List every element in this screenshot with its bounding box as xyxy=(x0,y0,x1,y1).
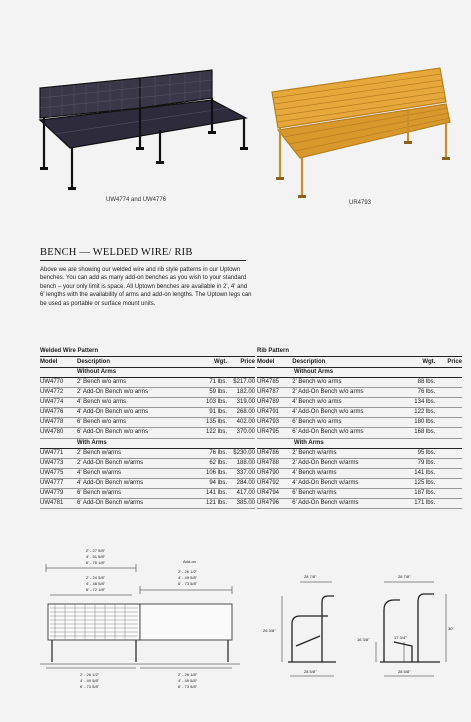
cell-model: UR4795 xyxy=(257,429,280,436)
welded-wire-bench-photo xyxy=(40,70,248,190)
dim-text: 30" xyxy=(448,626,454,631)
cell-description: 6' Bench w/arms xyxy=(77,489,122,496)
cell-weight: 168 lbs. xyxy=(414,429,436,436)
welded-without-arms-label: Without Arms xyxy=(40,368,255,378)
table-row xyxy=(40,459,255,469)
cell-description: 2' Bench w/o arms xyxy=(292,379,342,385)
table-row xyxy=(257,449,462,459)
table-row xyxy=(257,378,462,388)
cell-price: $217.00 xyxy=(233,379,255,385)
cell-weight: 62 lbs. xyxy=(209,459,227,466)
dim-text: 6' - 72 1/8" xyxy=(86,587,106,592)
dim-text: 6' - 75 1/8" xyxy=(86,560,106,565)
cell-weight: 134 lbs. xyxy=(414,399,436,406)
cell-weight: 79 lbs. xyxy=(417,459,436,466)
dim-text: 6' - 73 5/8" xyxy=(80,684,100,689)
table-row xyxy=(40,388,255,398)
rib-without-arms-rows xyxy=(257,378,462,439)
table-row xyxy=(257,418,462,428)
dim-text: 26 3/8" xyxy=(263,628,276,633)
cell-description: 2' Add-On Bench w/o arms xyxy=(292,389,364,396)
col-price: Price xyxy=(240,359,255,365)
cell-weight: 103 lbs. xyxy=(205,399,227,406)
table-row xyxy=(257,388,462,398)
cell-price: 370.00 xyxy=(236,429,255,436)
table-row xyxy=(40,489,255,499)
side-view-with-arm xyxy=(288,596,336,662)
side-view-without-arm xyxy=(380,594,440,662)
dim-text: 16 3/8" xyxy=(357,637,370,642)
left-photo-caption: UW4774 and UW4776 xyxy=(106,197,167,203)
cell-model: UW4777 xyxy=(40,479,64,486)
welded-table-title: Welded Wire Pattern xyxy=(40,348,99,354)
cell-description: 4' Bench w/arms xyxy=(77,469,122,476)
title-rule xyxy=(40,260,246,261)
cell-description: 2' Bench w/arms xyxy=(77,449,122,456)
dim-text: 2' - 26 1/2" xyxy=(178,569,198,574)
cell-model: UR4793 xyxy=(257,419,280,426)
rib-table-title: Rib Pattern xyxy=(257,348,290,354)
rib-bench-photo xyxy=(272,68,450,198)
cell-weight: 95 lbs. xyxy=(417,449,436,456)
bottom-length-dims xyxy=(80,672,198,689)
dim-text: 4' - 49 5/8" xyxy=(178,575,198,580)
col-model: Model xyxy=(257,359,275,365)
rib-without-arms-label: Without Arms xyxy=(257,368,462,378)
welded-with-arms-rows xyxy=(40,449,255,510)
cell-description: 4' Add-On Bench w/arms xyxy=(77,479,144,486)
cell-price xyxy=(435,459,462,468)
cell-weight: 122 lbs. xyxy=(205,429,227,436)
cell-price: 182.00 xyxy=(236,389,255,396)
cell-price: 188.00 xyxy=(236,459,255,466)
cell-model: UR4794 xyxy=(257,489,280,496)
cell-price: 319.00 xyxy=(236,399,255,406)
cell-price xyxy=(435,378,462,387)
welded-wire-table xyxy=(40,347,255,509)
dim-text: 28 7/8" xyxy=(304,574,317,579)
dim-text: 28 5/8" xyxy=(304,669,317,674)
col-price: Price xyxy=(447,359,463,365)
top-length-dims xyxy=(86,548,198,592)
dim-text: 4' - 51 5/8" xyxy=(86,554,106,559)
table-row xyxy=(40,398,255,408)
cell-description: 6' Add-On Bench w/o arms xyxy=(77,429,149,436)
table-row xyxy=(40,479,255,489)
cell-weight: 71 lbs. xyxy=(209,379,227,385)
cell-weight: 76 lbs. xyxy=(417,389,436,396)
cell-weight: 106 lbs. xyxy=(205,469,227,476)
cell-description: 6' Add-On Bench w/arms xyxy=(77,500,144,507)
cell-model: UW4780 xyxy=(40,429,64,436)
cell-description: 4' Bench w/arms xyxy=(292,469,337,476)
cell-model: UW4770 xyxy=(40,379,64,385)
cell-model: UR4786 xyxy=(257,449,280,456)
cell-description: 2' Add-On Bench w/o arms xyxy=(77,389,149,396)
dim-text: 2' - 24 5/8" xyxy=(86,575,106,580)
table-row xyxy=(257,499,462,509)
cell-model: UW4776 xyxy=(40,409,64,416)
table-row xyxy=(40,408,255,418)
cell-weight: 76 lbs. xyxy=(209,449,227,456)
cell-price xyxy=(435,418,462,427)
cell-weight: 59 lbs. xyxy=(209,389,227,396)
table-row xyxy=(257,428,462,438)
cell-model: UW4774 xyxy=(40,399,64,406)
cell-model: UW4772 xyxy=(40,389,64,396)
dim-text: 2' - 26 1/8" xyxy=(178,672,198,677)
cell-weight: 180 lbs. xyxy=(414,419,436,426)
dim-text: 4' - 49 5/8" xyxy=(178,678,198,683)
cell-price xyxy=(435,489,462,498)
table-row xyxy=(257,408,462,418)
cell-price xyxy=(435,479,462,488)
cell-description: 2' Add-On Bench w/arms xyxy=(292,459,359,466)
cell-model: UR4796 xyxy=(257,500,280,507)
cell-price: 284.00 xyxy=(236,479,255,486)
cell-model: UR4791 xyxy=(257,409,280,416)
col-weight: Wgt. xyxy=(422,359,436,365)
welded-with-arms-label: With Arms xyxy=(40,439,255,449)
table-row xyxy=(40,378,255,388)
welded-table-header xyxy=(40,356,255,368)
cell-price: 385.00 xyxy=(236,500,255,507)
table-row xyxy=(257,489,462,499)
cell-model: UR4789 xyxy=(257,399,280,406)
cell-weight: 141 lbs. xyxy=(205,489,227,496)
cell-weight: 187 lbs. xyxy=(414,489,436,496)
section-intro: Above we are showing our welded wire and rib style patterns in our Uptown benches. You can add as many add-on benches as you wish to your standard bench – your only limit is space. All Uptown benches are available in 2', 4' and 6' lengths with the availability of arms and add-on lengths. The Uptown legs can be used as portable or surface mount units. xyxy=(40,267,252,307)
cell-model: UW4778 xyxy=(40,419,64,426)
cell-price xyxy=(435,408,462,417)
dimension-drawings xyxy=(0,540,471,720)
cell-price: 337.00 xyxy=(236,469,255,476)
rib-with-arms-label: With Arms xyxy=(257,439,462,449)
cell-price: 417.00 xyxy=(236,489,255,496)
rib-with-arms-rows xyxy=(257,449,462,510)
col-description: Description xyxy=(77,359,111,365)
bench-photos xyxy=(0,0,471,230)
table-row xyxy=(40,469,255,479)
right-photo-caption: UR4793 xyxy=(349,200,372,206)
dim-text: 6' - 73 5/8" xyxy=(178,581,198,586)
dim-text: 4' - 49 5/8" xyxy=(80,678,100,683)
cell-description: 4' Bench w/o arms xyxy=(77,399,127,406)
cell-price xyxy=(435,449,462,458)
cell-weight: 121 lbs. xyxy=(205,500,227,507)
cell-price: $230.00 xyxy=(233,449,255,456)
addon-label: Add-on xyxy=(183,559,196,564)
cell-description: 2' Bench w/o arms xyxy=(77,379,127,385)
welded-without-arms-rows xyxy=(40,378,255,439)
cell-model: UR4790 xyxy=(257,469,280,476)
cell-description: 4' Add-On Bench w/o arms xyxy=(77,409,149,416)
cell-price xyxy=(435,398,462,407)
cell-description: 4' Add-On Bench w/arms xyxy=(292,479,359,486)
table-row xyxy=(257,469,462,479)
dim-text: 17 3/4" xyxy=(394,635,407,640)
cell-description: 6' Add-On Bench w/arms xyxy=(292,500,359,507)
table-row xyxy=(40,499,255,509)
cell-model: UW4779 xyxy=(40,489,64,496)
cell-description: 6' Bench w/o arms xyxy=(292,419,342,426)
cell-description: 6' Bench w/o arms xyxy=(77,419,127,426)
cell-weight: 88 lbs. xyxy=(417,379,436,385)
col-description: Description xyxy=(292,359,326,365)
cell-weight: 141 lbs. xyxy=(414,469,436,476)
cell-price xyxy=(435,469,462,478)
cell-weight: 122 lbs. xyxy=(414,409,436,416)
cell-model: UR4787 xyxy=(257,389,280,396)
cell-model: UR4792 xyxy=(257,479,280,486)
cell-weight: 125 lbs. xyxy=(414,479,436,486)
dim-text: 6' - 73 5/8" xyxy=(178,684,198,689)
dim-text: 28 5/8" xyxy=(398,669,411,674)
col-model: Model xyxy=(40,359,58,365)
cell-description: 6' Add-On Bench w/o arms xyxy=(292,429,364,436)
col-weight: Wgt. xyxy=(214,359,227,365)
cell-price xyxy=(435,388,462,397)
cell-model: UW4771 xyxy=(40,449,64,456)
table-row xyxy=(257,459,462,469)
cell-description: 4' Bench w/o arms xyxy=(292,399,342,406)
cell-price: 268.00 xyxy=(236,409,255,416)
cell-price: 402.00 xyxy=(236,419,255,426)
cell-model: UR4785 xyxy=(257,379,280,385)
cell-price xyxy=(435,428,462,437)
dim-text: 4' - 48 5/8" xyxy=(86,581,106,586)
cell-model: UW4773 xyxy=(40,459,64,466)
table-row xyxy=(257,479,462,489)
cell-weight: 171 lbs. xyxy=(414,500,436,507)
cell-weight: 91 lbs. xyxy=(209,409,227,416)
rib-table xyxy=(257,347,462,509)
table-row xyxy=(40,449,255,459)
cell-weight: 94 lbs. xyxy=(209,479,227,486)
dim-text: 2' - 26 1/2" xyxy=(80,672,100,677)
table-row xyxy=(257,398,462,408)
dim-text: 2' - 27 5/8" xyxy=(86,548,106,553)
section-title: BENCH — WELDED WIRE/ RIB xyxy=(40,247,193,258)
cell-price xyxy=(435,499,462,508)
table-row xyxy=(40,418,255,428)
cell-description: 4' Add-On Bench w/o arms xyxy=(292,409,364,416)
dim-text: 28 7/8" xyxy=(398,574,411,579)
cell-description: 6' Bench w/arms xyxy=(292,489,337,496)
table-row xyxy=(40,428,255,438)
cell-model: UW4781 xyxy=(40,500,64,507)
cell-weight: 135 lbs. xyxy=(205,419,227,426)
cell-model: UW4775 xyxy=(40,469,64,476)
rib-table-header xyxy=(257,356,462,368)
cell-model: UR4788 xyxy=(257,459,280,466)
cell-description: 2' Bench w/arms xyxy=(292,449,337,456)
cell-description: 2' Add-On Bench w/arms xyxy=(77,459,144,466)
front-elevation xyxy=(40,604,240,668)
